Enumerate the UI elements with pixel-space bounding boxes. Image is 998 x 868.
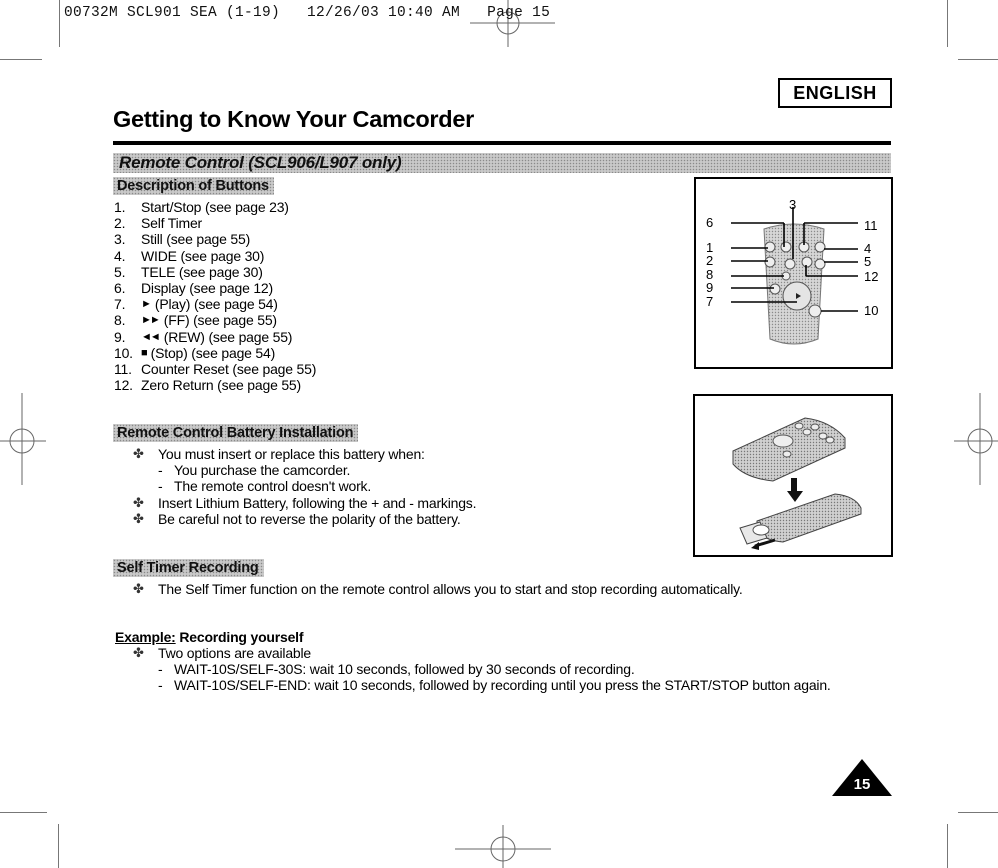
callout-8: 8: [706, 267, 714, 282]
item-number: 4.: [114, 247, 126, 264]
line-text: Two options are available: [158, 645, 311, 661]
button-description-item: [114, 329, 316, 345]
button-description-item: [114, 345, 316, 361]
dash-icon: -: [158, 462, 163, 479]
item-number: 2.: [114, 215, 126, 232]
sub-item: [133, 677, 831, 693]
section-title-bar: [113, 153, 891, 173]
title-rule: [113, 141, 891, 145]
crop-mark: [958, 59, 998, 60]
callout-11: 11: [864, 218, 878, 233]
callout-6: 6: [706, 215, 714, 230]
clover-bullet-icon: ✤: [133, 510, 144, 526]
playback-symbol-icon: ■: [141, 346, 146, 359]
dash-icon: -: [158, 677, 163, 694]
item-number: 6.: [114, 280, 126, 297]
item-number: 11.: [114, 361, 132, 378]
item-number: 1.: [114, 199, 126, 215]
description-heading: Description of Buttons: [113, 177, 274, 195]
item-number: 3.: [114, 231, 126, 248]
item-number: 12.: [114, 377, 133, 394]
self-timer-heading: Self Timer Recording: [113, 559, 264, 577]
button-description-item: [114, 231, 316, 247]
example-heading: [115, 629, 303, 645]
item-number: 7.: [114, 296, 126, 313]
line-text: Be careful not to reverse the polarity of the battery.: [158, 510, 461, 527]
example-title: Recording yourself: [179, 629, 304, 645]
button-description-item: [114, 361, 316, 377]
item-text: (FF) (see page 55): [163, 312, 277, 329]
item-text: Zero Return (see page 55): [141, 377, 301, 394]
remote-control-figure: [694, 177, 893, 369]
callout-1: 1: [706, 240, 714, 255]
print-slug: 00732M SCL901 SEA (1-19) 12/26/03 10:40 AM Page 15: [64, 5, 551, 21]
line-text: Insert Lithium Battery, following the + and - markings.: [158, 494, 477, 511]
self-timer-description: [133, 581, 743, 597]
button-description-item: [114, 215, 316, 231]
button-description-item: [114, 280, 316, 296]
sub-item: [133, 462, 476, 478]
crop-mark: [958, 812, 998, 813]
item-number: 8.: [114, 312, 126, 329]
callout-10: 10: [864, 303, 879, 318]
crop-mark: [0, 812, 47, 813]
callout-7: 7: [706, 294, 714, 309]
bullet-item: [133, 581, 743, 597]
example-label: Example:: [115, 629, 176, 645]
bullet-item: [133, 495, 476, 511]
sub-item: [133, 661, 831, 677]
example-options: [133, 645, 831, 694]
item-number: 10.: [114, 344, 133, 361]
battery-installation-figure: [693, 394, 893, 557]
item-text: (REW) (see page 55): [163, 328, 293, 345]
button-description-item: [114, 312, 316, 328]
item-text: TELE (see page 30): [141, 263, 263, 280]
item-number: 9.: [114, 328, 126, 345]
line-text: You must insert or replace this battery when:: [158, 446, 425, 462]
crop-mark: [947, 824, 948, 868]
sub-item: [133, 478, 476, 494]
clover-bullet-icon: ✤: [133, 645, 144, 660]
line-text: The Self Timer function on the remote control allows you to start and stop recording automatically.: [158, 581, 743, 597]
line-text: The remote control doesn't work.: [174, 478, 372, 495]
callout-4: 4: [864, 241, 872, 256]
line-text: WAIT-10S/SELF-END: wait 10 seconds, followed by recording until you press the START/STOP button again.: [174, 677, 831, 694]
clover-bullet-icon: ✤: [133, 494, 144, 510]
bullet-item: [133, 645, 831, 661]
item-text: Counter Reset (see page 55): [141, 361, 317, 378]
registration-target-left: [0, 385, 50, 485]
page-number: 15: [853, 776, 871, 793]
item-text: (Play) (see page 54): [154, 296, 278, 313]
page-title: Getting to Know Your Camcorder: [113, 106, 474, 132]
line-text: WAIT-10S/SELF-30S: wait 10 seconds, followed by 30 seconds of recording.: [174, 661, 635, 678]
playback-symbol-icon: ►►: [141, 314, 159, 327]
button-description-item: [114, 377, 316, 393]
playback-symbol-icon: ◄◄: [141, 330, 159, 343]
language-badge: ENGLISH: [778, 78, 892, 108]
line-text: You purchase the camcorder.: [174, 462, 351, 479]
item-number: 5.: [114, 263, 126, 280]
battery-heading: Remote Control Battery Installation: [113, 424, 358, 442]
callout-2: 2: [706, 253, 714, 268]
button-description-item: [114, 264, 316, 280]
item-text: Still (see page 55): [141, 231, 251, 248]
callout-3: 3: [789, 197, 797, 212]
clover-bullet-icon: ✤: [133, 581, 144, 596]
battery-installation-illustration: [695, 396, 891, 555]
item-text: Start/Stop (see page 23): [141, 199, 289, 215]
item-text: Self Timer: [141, 215, 203, 232]
clover-bullet-icon: ✤: [133, 446, 144, 461]
item-text: WIDE (see page 30): [141, 247, 265, 264]
bullet-item: [133, 446, 476, 462]
callout-5: 5: [864, 254, 872, 269]
callout-12: 12: [864, 269, 879, 284]
section-title: Remote Control (SCL906/L907 only): [119, 153, 402, 172]
item-text: Display (see page 12): [141, 280, 273, 297]
button-description-item: [114, 296, 316, 312]
registration-target-right: [950, 385, 998, 485]
button-description-item: [114, 199, 316, 215]
button-description-item: [114, 248, 316, 264]
item-text: (Stop) (see page 54): [150, 344, 276, 361]
crop-mark: [58, 824, 59, 868]
dash-icon: -: [158, 478, 163, 495]
callout-9: 9: [706, 280, 714, 295]
button-description-list: [114, 199, 316, 393]
battery-instructions: [133, 446, 476, 527]
playback-symbol-icon: ►: [141, 298, 150, 311]
bullet-item: [133, 511, 476, 527]
dash-icon: -: [158, 661, 163, 678]
registration-target-bottom: [450, 820, 560, 868]
crop-mark: [947, 0, 948, 47]
crop-mark: [59, 0, 60, 47]
crop-mark: [0, 59, 42, 60]
